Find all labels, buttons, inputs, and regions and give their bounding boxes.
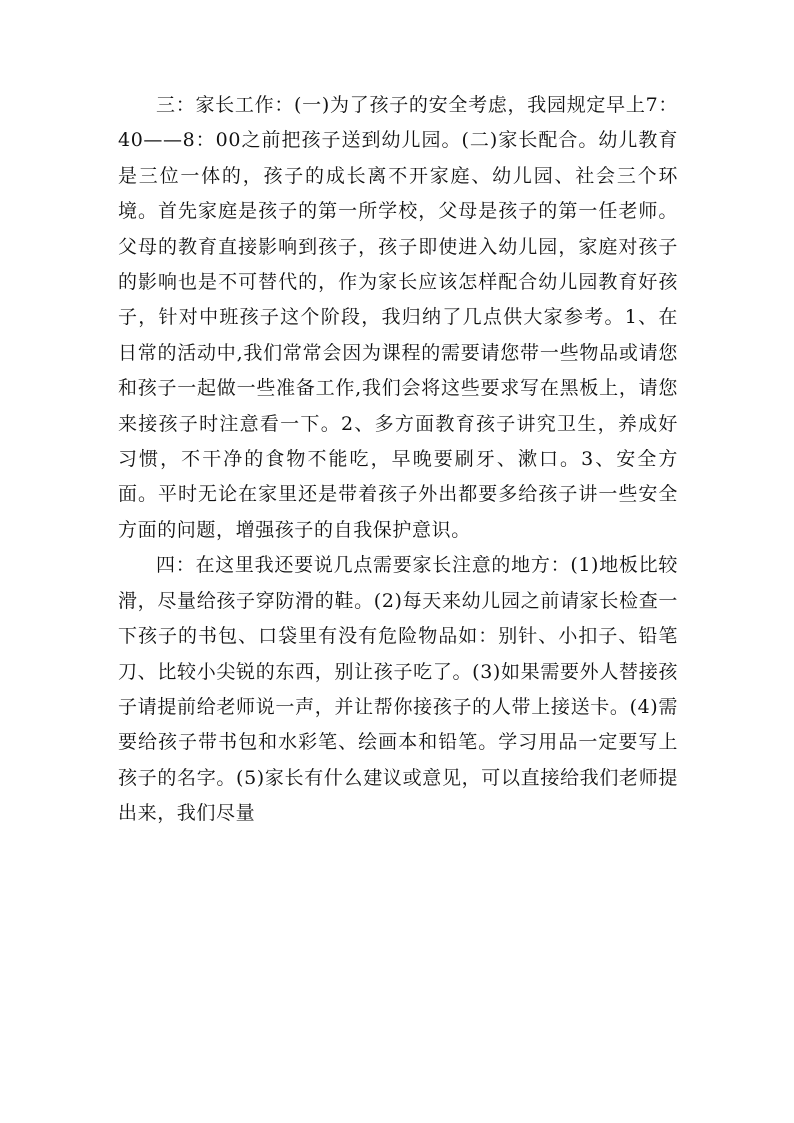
- document-body: [118, 88, 678, 832]
- paragraph-parent-notes: 四：在这里我还要说几点需要家长注意的地方：(1)地板比较滑，尽量给孩子穿防滑的鞋。(2)每天来幼儿园之前请家长检查一下孩子的书包、口袋里有没有危险物品如：别针、小扣子、铅笔刀、比较小尖锐的东西，别让孩子吃了。(3)如果需要外人替接孩子请提前给老师说一声，并让帮你接孩子的人带上接送卡。(4)需要给孩子带书包和水彩笔、绘画本和铅笔。学习用品一定要写上孩子的名字。(5)家长有什么建议或意见，可以直接给我们老师提出来，我们尽量: [118, 554, 678, 825]
- paragraph-parent-work: 三：家长工作：(一)为了孩子的安全考虑，我园规定早上7：40——8：00之前把孩子送到幼儿园。(二)家长配合。幼儿教育是三位一体的，孩子的成长离不开家庭、幼儿园、社会三个环境。首先家庭是孩子的第一所学校，父母是孩子的第一任老师。父母的教育直接影响到孩子，孩子即使进入幼儿园，家庭对孩子的影响也是不可替代的，作为家长应该怎样配合幼儿园教育好孩子，针对中班孩子这个阶段，我归纳了几点供大家参考。1、在日常的活动中,我们常常会因为课程的需要请您带一些物品或请您和孩子一起做一些准备工作,我们会将这些要求写在黑板上，请您来接孩子时注意看一下。2、多方面教育孩子讲究卫生，养成好习惯，不干净的食物不能吃，早晚要刷牙、漱口。3、安全方面。平时无论在家里还是带着孩子外出都要多给孩子讲一些安全方面的问题，增强孩子的自我保护意识。: [118, 94, 678, 541]
